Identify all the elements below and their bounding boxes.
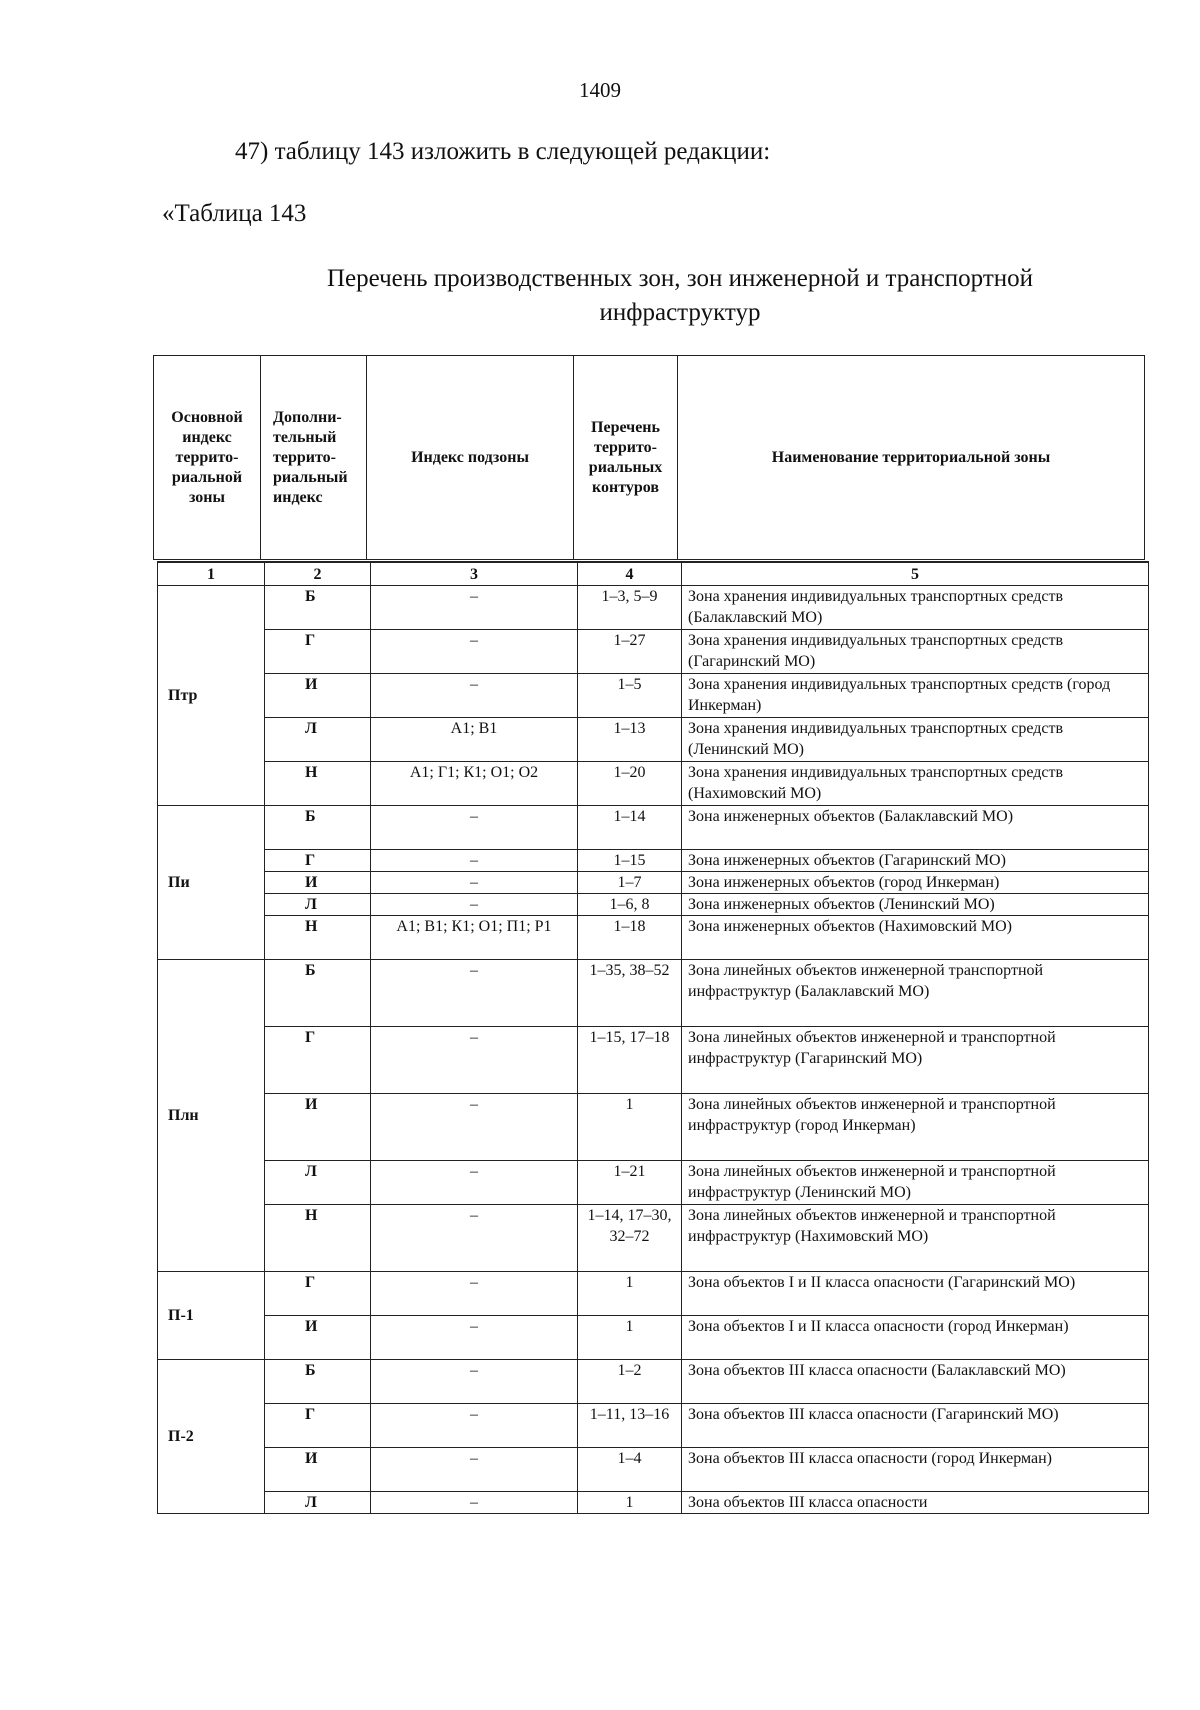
- contours-cell: 1: [578, 1094, 682, 1161]
- additional-index-cell: И: [265, 674, 371, 718]
- contours-cell: 1–18: [578, 916, 682, 960]
- zone-name-cell: Зона хранения индивидуальных транспортных средств (Балаклавский МО): [682, 586, 1149, 630]
- contours-cell: 1–5: [578, 674, 682, 718]
- header-main-index: Основной индекс террито-риальной зоны: [154, 356, 261, 560]
- zone-name-cell: Зона инженерных объектов (город Инкерман): [682, 872, 1149, 894]
- zone-name-cell: Зона объектов III класса опасности (Гагаринский МО): [682, 1404, 1149, 1448]
- table-row: [158, 1094, 1149, 1161]
- table-row: [158, 1492, 1149, 1514]
- column-number: 4: [578, 562, 682, 586]
- contours-cell: 1: [578, 1492, 682, 1514]
- table-row: [158, 674, 1149, 718]
- table-title: [230, 262, 1130, 330]
- additional-index-cell: Г: [265, 1272, 371, 1316]
- contours-cell: 1–15: [578, 850, 682, 872]
- contours-cell: 1–21: [578, 1161, 682, 1205]
- contours-cell: 1–27: [578, 630, 682, 674]
- zone-name-cell: Зона линейных объектов инженерной и транспортной инфраструктур (Ленинский МО): [682, 1161, 1149, 1205]
- subzone-index-cell: –: [371, 850, 578, 872]
- table-row: [158, 960, 1149, 1027]
- zone-name-cell: Зона объектов III класса опасности (Балаклавский МО): [682, 1360, 1149, 1404]
- subzone-index-cell: –: [371, 894, 578, 916]
- table-row: [158, 872, 1149, 894]
- contours-cell: 1–15, 17–18: [578, 1027, 682, 1094]
- additional-index-cell: Б: [265, 1360, 371, 1404]
- table-row: [158, 1404, 1149, 1448]
- main-index-cell: Плн: [158, 960, 265, 1272]
- table-row: [158, 894, 1149, 916]
- header-contours: Перечень террито-риальных контуров: [574, 356, 678, 560]
- header-subzone-index: Индекс подзоны: [367, 356, 574, 560]
- main-index-cell: Пи: [158, 806, 265, 960]
- table-row: [158, 850, 1149, 872]
- header-zone-name: Наименование территориальной зоны: [678, 356, 1145, 560]
- additional-index-cell: Н: [265, 762, 371, 806]
- main-index-cell: Птр: [158, 586, 265, 806]
- contours-cell: 1–6, 8: [578, 894, 682, 916]
- page-number: 1409: [579, 78, 621, 102]
- contours-cell: 1–2: [578, 1360, 682, 1404]
- zone-name-cell: Зона линейных объектов инженерной и транспортной инфраструктур (город Инкерман): [682, 1094, 1149, 1161]
- zone-name-cell: Зона объектов I и II класса опасности (Гагаринский МО): [682, 1272, 1149, 1316]
- contours-cell: 1–13: [578, 718, 682, 762]
- zone-name-cell: Зона хранения индивидуальных транспортных средств (Ленинский МО): [682, 718, 1149, 762]
- contours-cell: 1–14, 17–30, 32–72: [578, 1205, 682, 1272]
- table-row: [158, 718, 1149, 762]
- zones-table: [157, 561, 1149, 1514]
- additional-index-cell: Г: [265, 630, 371, 674]
- subzone-index-cell: –: [371, 1094, 578, 1161]
- zone-name-cell: Зона хранения индивидуальных транспортных средств (город Инкерман): [682, 674, 1149, 718]
- additional-index-cell: И: [265, 1316, 371, 1360]
- subzone-index-cell: –: [371, 1161, 578, 1205]
- subzone-index-cell: –: [371, 1360, 578, 1404]
- table-row: [158, 1360, 1149, 1404]
- zone-name-cell: Зона объектов III класса опасности (город Инкерман): [682, 1448, 1149, 1492]
- table-row: [158, 916, 1149, 960]
- subzone-index-cell: –: [371, 1492, 578, 1514]
- table-header: [153, 355, 1145, 560]
- contours-cell: 1–3, 5–9: [578, 586, 682, 630]
- additional-index-cell: Г: [265, 1027, 371, 1094]
- zone-name-cell: Зона объектов III класса опасности: [682, 1492, 1149, 1514]
- subzone-index-cell: –: [371, 806, 578, 850]
- zone-name-cell: Зона инженерных объектов (Балаклавский МО): [682, 806, 1149, 850]
- contours-cell: 1–35, 38–52: [578, 960, 682, 1027]
- table-title-line-1: Перечень производственных зон, зон инженерной и транспортной: [326, 265, 1034, 292]
- zone-name-cell: Зона хранения индивидуальных транспортных средств (Нахимовский МО): [682, 762, 1149, 806]
- main-index-cell: П-1: [158, 1272, 265, 1360]
- additional-index-cell: Б: [265, 586, 371, 630]
- contours-cell: 1–14: [578, 806, 682, 850]
- zone-name-cell: Зона линейных объектов инженерной и транспортной инфраструктур (Гагаринский МО): [682, 1027, 1149, 1094]
- column-number: 3: [371, 562, 578, 586]
- additional-index-cell: Г: [265, 1404, 371, 1448]
- table-title-line-2: инфраструктур: [599, 299, 761, 326]
- contours-cell: 1–11, 13–16: [578, 1404, 682, 1448]
- table-row: [158, 762, 1149, 806]
- subzone-index-cell: А1; В1; К1; О1; П1; Р1: [371, 916, 578, 960]
- table-row: [158, 630, 1149, 674]
- additional-index-cell: Б: [265, 806, 371, 850]
- table-row: [158, 1027, 1149, 1094]
- additional-index-cell: Л: [265, 1161, 371, 1205]
- zone-name-cell: Зона линейных объектов инженерной транспортной инфраструктур (Балаклавский МО): [682, 960, 1149, 1027]
- amendment-intro: 47) таблицу 143 изложить в следующей редакции:: [235, 138, 771, 165]
- additional-index-cell: И: [265, 1094, 371, 1161]
- table-row: [158, 1448, 1149, 1492]
- zone-name-cell: Зона хранения индивидуальных транспортных средств (Гагаринский МО): [682, 630, 1149, 674]
- contours-cell: 1–7: [578, 872, 682, 894]
- header-additional-index: Дополни-тельный террито-риальный индекс: [261, 356, 367, 560]
- zone-name-cell: Зона инженерных объектов (Ленинский МО): [682, 894, 1149, 916]
- additional-index-cell: Л: [265, 1492, 371, 1514]
- subzone-index-cell: –: [371, 960, 578, 1027]
- column-number: 1: [158, 562, 265, 586]
- subzone-index-cell: –: [371, 1448, 578, 1492]
- contours-cell: 1: [578, 1272, 682, 1316]
- table-label: «Таблица 143: [162, 200, 307, 227]
- column-number: 5: [682, 562, 1149, 586]
- zone-name-cell: Зона объектов I и II класса опасности (город Инкерман): [682, 1316, 1149, 1360]
- additional-index-cell: Л: [265, 894, 371, 916]
- subzone-index-cell: –: [371, 1272, 578, 1316]
- subzone-index-cell: –: [371, 586, 578, 630]
- zone-name-cell: Зона линейных объектов инженерной и транспортной инфраструктур (Нахимовский МО): [682, 1205, 1149, 1272]
- zone-name-cell: Зона инженерных объектов (Гагаринский МО): [682, 850, 1149, 872]
- subzone-index-cell: –: [371, 872, 578, 894]
- table-row: [158, 586, 1149, 630]
- subzone-index-cell: А1; Г1; К1; О1; О2: [371, 762, 578, 806]
- subzone-index-cell: –: [371, 630, 578, 674]
- column-number-row: [158, 562, 1149, 586]
- table-row: [158, 1161, 1149, 1205]
- additional-index-cell: Г: [265, 850, 371, 872]
- subzone-index-cell: –: [371, 1404, 578, 1448]
- additional-index-cell: И: [265, 872, 371, 894]
- contours-cell: 1: [578, 1316, 682, 1360]
- additional-index-cell: Н: [265, 916, 371, 960]
- additional-index-cell: Л: [265, 718, 371, 762]
- contours-cell: 1–4: [578, 1448, 682, 1492]
- contours-cell: 1–20: [578, 762, 682, 806]
- table-row: [158, 1316, 1149, 1360]
- table-row: [158, 806, 1149, 850]
- subzone-index-cell: –: [371, 1027, 578, 1094]
- subzone-index-cell: –: [371, 1316, 578, 1360]
- subzone-index-cell: А1; В1: [371, 718, 578, 762]
- additional-index-cell: И: [265, 1448, 371, 1492]
- subzone-index-cell: –: [371, 1205, 578, 1272]
- subzone-index-cell: –: [371, 674, 578, 718]
- additional-index-cell: Б: [265, 960, 371, 1027]
- main-index-cell: П-2: [158, 1360, 265, 1514]
- zone-name-cell: Зона инженерных объектов (Нахимовский МО): [682, 916, 1149, 960]
- table-row: [158, 1205, 1149, 1272]
- additional-index-cell: Н: [265, 1205, 371, 1272]
- table-row: [158, 1272, 1149, 1316]
- column-number: 2: [265, 562, 371, 586]
